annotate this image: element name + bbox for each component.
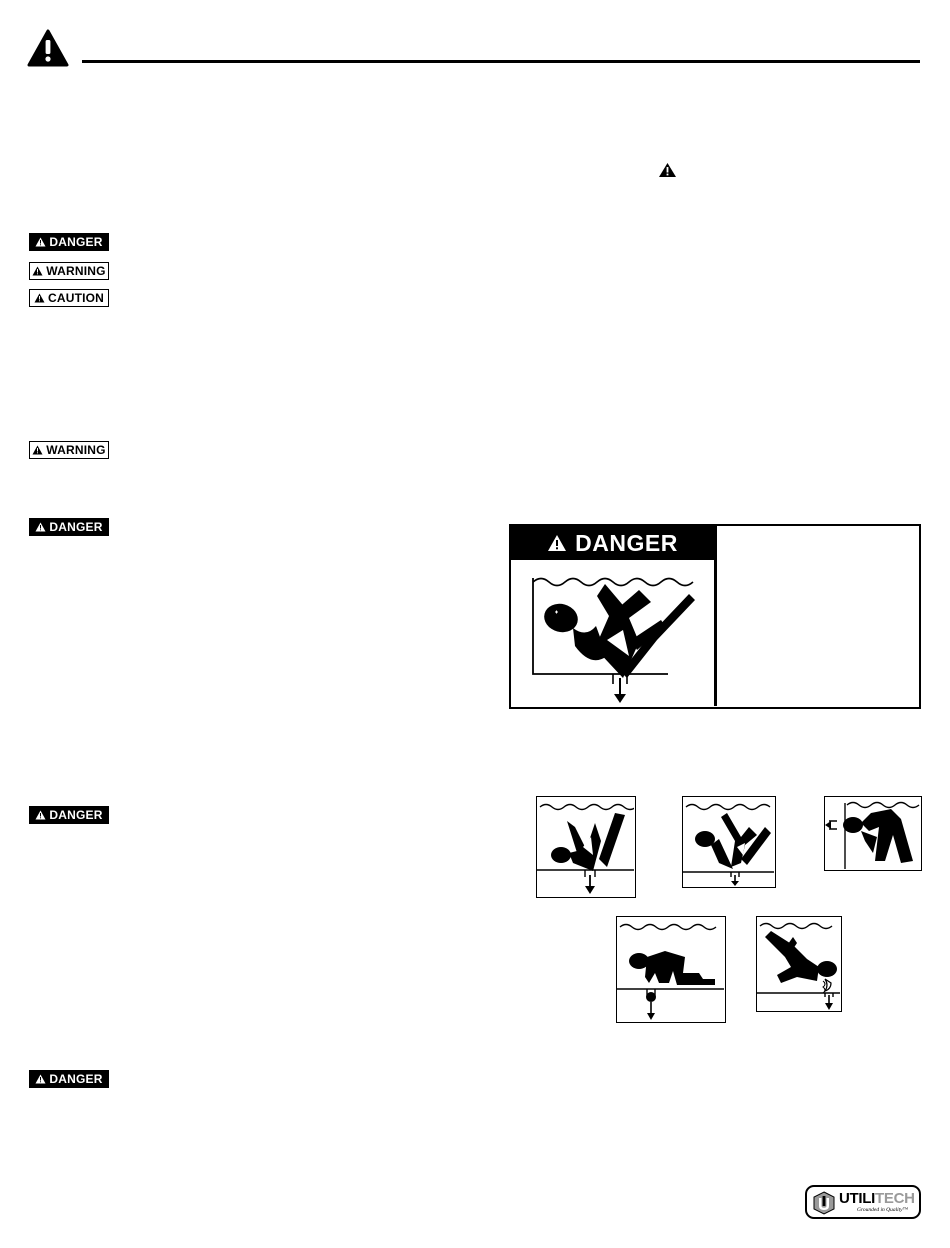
utilitech-logo [805,1185,921,1219]
danger-badge-label: DANGER [49,1072,103,1086]
warning-triangle-icon [547,534,567,552]
utilitech-mark-icon [813,1191,835,1215]
danger-badge-label: DANGER [49,808,103,822]
warning-badge [29,441,109,459]
hair-entrapment-at-drain-icon [511,560,714,706]
danger-badge [29,806,109,824]
danger-badge-label: DANGER [49,235,103,249]
hair-entrapment-icon [682,796,776,888]
danger-sign-label: DANGER [575,529,678,556]
inline-alert-symbol-icon [658,162,677,178]
warning-badge-label: WARNING [46,264,106,278]
warning-triangle-icon [27,29,69,67]
warning-badge-label: WARNING [46,443,106,457]
mechanical-entrapment-icon [616,916,726,1023]
danger-badge [29,518,109,536]
danger-sign-divider [714,526,717,706]
danger-badge-label: DANGER [49,520,103,534]
limb-entrapment-icon [824,796,922,871]
header-rule [82,60,920,63]
evisceration-icon [756,916,842,1012]
brand-name-gray: TECH [875,1190,915,1207]
body-suction-entrapment-icon [536,796,636,898]
danger-sign-header [511,526,714,560]
brand-name-bold: UTILI [839,1190,875,1207]
caution-badge-label: CAUTION [47,291,105,305]
danger-badge [29,1070,109,1088]
danger-badge [29,233,109,251]
brand-name [839,1191,915,1207]
danger-safety-sign [509,524,921,709]
caution-badge [29,289,109,307]
brand-tagline: Grounded in Quality™ [857,1207,909,1213]
warning-badge [29,262,109,280]
